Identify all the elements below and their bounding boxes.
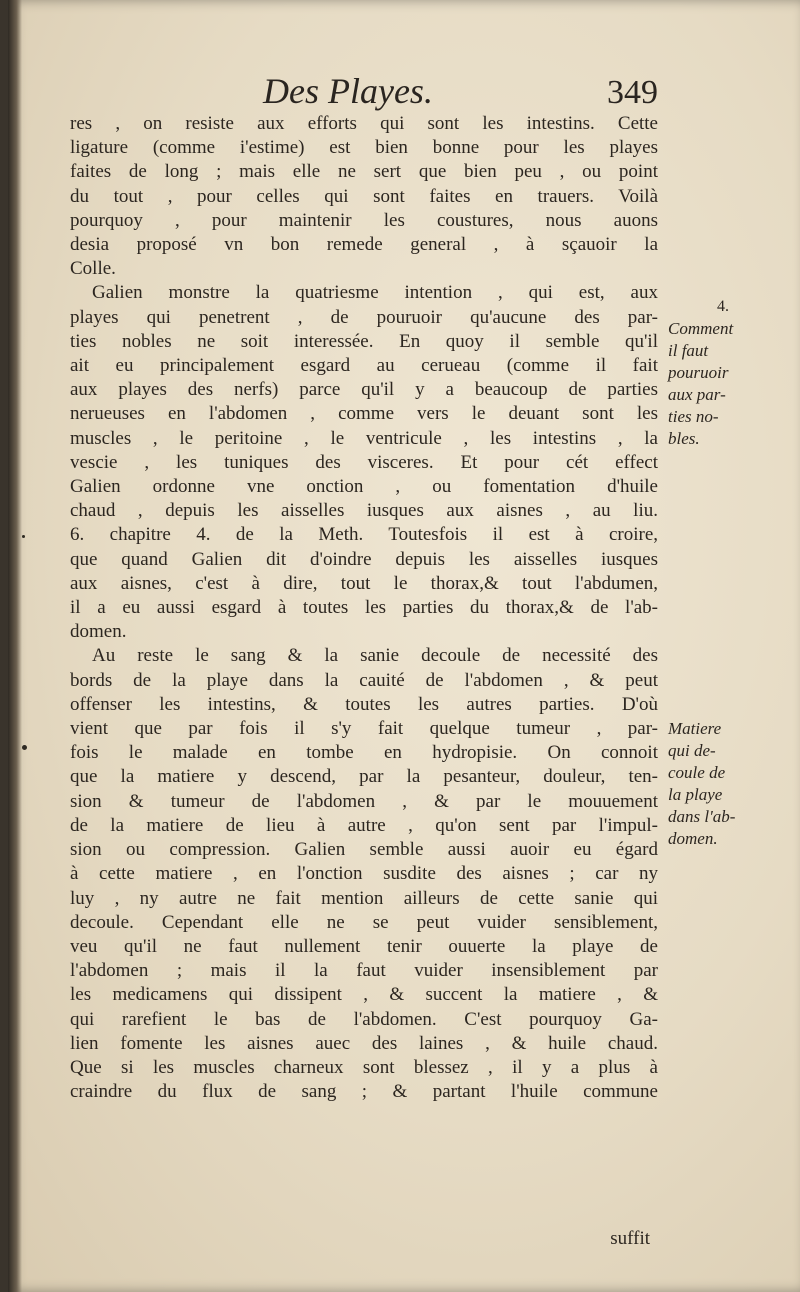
- margin-note-line: domen.: [668, 829, 718, 848]
- margin-note-line: pouruoir: [668, 363, 729, 382]
- margin-note-line: dans l'ab-: [668, 807, 736, 826]
- text-line: de la matiere de lieu à autre , qu'on sent par l'impul-: [70, 814, 658, 836]
- text-line: que la matiere y descend, par la pesanteur, douleur, ten-: [70, 766, 658, 788]
- paragraph-3: [70, 644, 658, 1104]
- text-line: res , on resiste aux efforts qui sont les intestins. Cette: [70, 113, 658, 134]
- text-line: l'abdomen ; mais il la faut vuider insensiblement par: [70, 960, 658, 982]
- text-line: sion ou compression. Galien semble aussi auoir eu égard: [70, 839, 658, 861]
- text-line: faites de long ; mais elle ne sert que bien peu , ou point: [70, 161, 658, 183]
- margin-note-line: la playe: [668, 785, 723, 804]
- margin-note-1: [668, 296, 778, 450]
- book-page: [8, 0, 800, 1292]
- page-number: 349: [607, 74, 658, 111]
- text-line: Colle.: [70, 258, 116, 280]
- margin-note-line: Matiere: [668, 719, 722, 738]
- text-line: sion & tumeur de l'abdomen , & par le mouuement: [70, 790, 658, 812]
- text-line: pourquoy , pour maintenir les coustures, nous auons: [70, 209, 658, 231]
- margin-note-line: aux par-: [668, 385, 726, 404]
- margin-note-line: il faut: [668, 341, 709, 360]
- text-line: à cette matiere , en l'onction susdite des aisnes ; car ny: [70, 863, 658, 885]
- text-line: domen.: [70, 621, 127, 643]
- text-line: muscles , le peritoine , le ventricule , les intestins , la: [70, 427, 658, 449]
- catchword: suffit: [610, 1228, 650, 1249]
- text-line: playes qui penetrent , de pouruoir qu'aucune des par-: [70, 306, 658, 328]
- text-line: vescie , les tuniques des visceres. Et pour cét effect: [70, 451, 658, 473]
- text-line: il a eu aussi esgard à toutes les parties du thorax,& de l'ab-: [70, 597, 658, 619]
- text-line: craindre du flux de sang ; & partant l'huile commune: [70, 1081, 658, 1103]
- text-line: desia proposé vn bon remede general , à sçauoir la: [70, 234, 658, 256]
- ink-spot: [22, 535, 25, 538]
- text-line: Que si les muscles charneux sont blessez , il y a plus à: [70, 1056, 658, 1078]
- text-line: nerueuses en l'abdomen , comme vers le deuant sont les: [70, 403, 658, 425]
- text-line: qui rarefient le bas de l'abdomen. C'est pourquoy Ga-: [70, 1008, 658, 1030]
- text-line: vient que par fois il s'y fait quelque tumeur , par-: [70, 718, 658, 740]
- page-gutter-shadow: [8, 0, 22, 1292]
- text-line: ligature (comme i'estime) est bien bonne pour les playes: [70, 137, 658, 159]
- text-line: que quand Galien dit d'oindre depuis les aisselles iusques: [70, 548, 658, 570]
- margin-note-line: bles.: [668, 429, 700, 448]
- text-line: 6. chapitre 4. de la Meth. Toutesfois il est à croire,: [70, 524, 658, 546]
- text-line: ties nobles ne soit interessée. En quoy il semble qu'il: [70, 330, 658, 352]
- text-line: luy , ny autre ne fait mention ailleurs de cette sanie qui: [70, 887, 658, 909]
- text-line: chaud , depuis les aisselles iusques aux aisnes , au liu.: [70, 500, 658, 522]
- margin-note-number: 4.: [717, 298, 729, 315]
- text-line: Galien monstre la quatriesme intention , qui est, aux: [92, 282, 658, 304]
- margin-note-line: ties no-: [668, 407, 719, 426]
- text-line: ait eu principalement esgard au cerueau (comme il fait: [70, 355, 658, 377]
- paragraph-1: [70, 112, 658, 281]
- text-line: offenser les intestins, & toutes les autres parties. D'où: [70, 693, 658, 715]
- running-title: Des Playes.: [263, 71, 433, 111]
- text-line: Galien ordonne vne onction , ou fomentation d'huile: [70, 476, 658, 498]
- text-line: les medicamens qui dissipent , & succent la matiere , &: [70, 984, 658, 1006]
- text-line: veu qu'il ne faut nullement tenir ouuerte la playe de: [70, 935, 658, 957]
- text-line: fois le malade en tombe en hydropisie. On connoit: [70, 742, 658, 764]
- main-text-block: [70, 112, 658, 1104]
- margin-note-line: coule de: [668, 763, 726, 782]
- text-line: aux aisnes, c'est à dire, tout le thorax,& tout l'abdumen,: [70, 572, 658, 594]
- text-line: Au reste le sang & la sanie decoule de necessité des: [92, 645, 658, 667]
- margin-note-line: Comment: [668, 319, 734, 338]
- text-line: decoule. Cependant elle ne se peut vuider sensiblement,: [70, 911, 658, 933]
- margin-note-line: qui de-: [668, 741, 716, 760]
- text-line: aux playes des nerfs) parce qu'il y a beaucoup de parties: [70, 379, 658, 401]
- text-line: bords de la playe dans la cauité de l'abdomen , & peut: [70, 669, 658, 691]
- text-line: lien fomente les aisnes auec des laines , & huile chaud.: [70, 1032, 658, 1054]
- margin-note-2: [668, 718, 778, 850]
- text-line: du tout , pour celles qui sont faites en trauers. Voilà: [70, 185, 658, 207]
- paragraph-2: [70, 281, 658, 644]
- ink-spot: [22, 745, 27, 750]
